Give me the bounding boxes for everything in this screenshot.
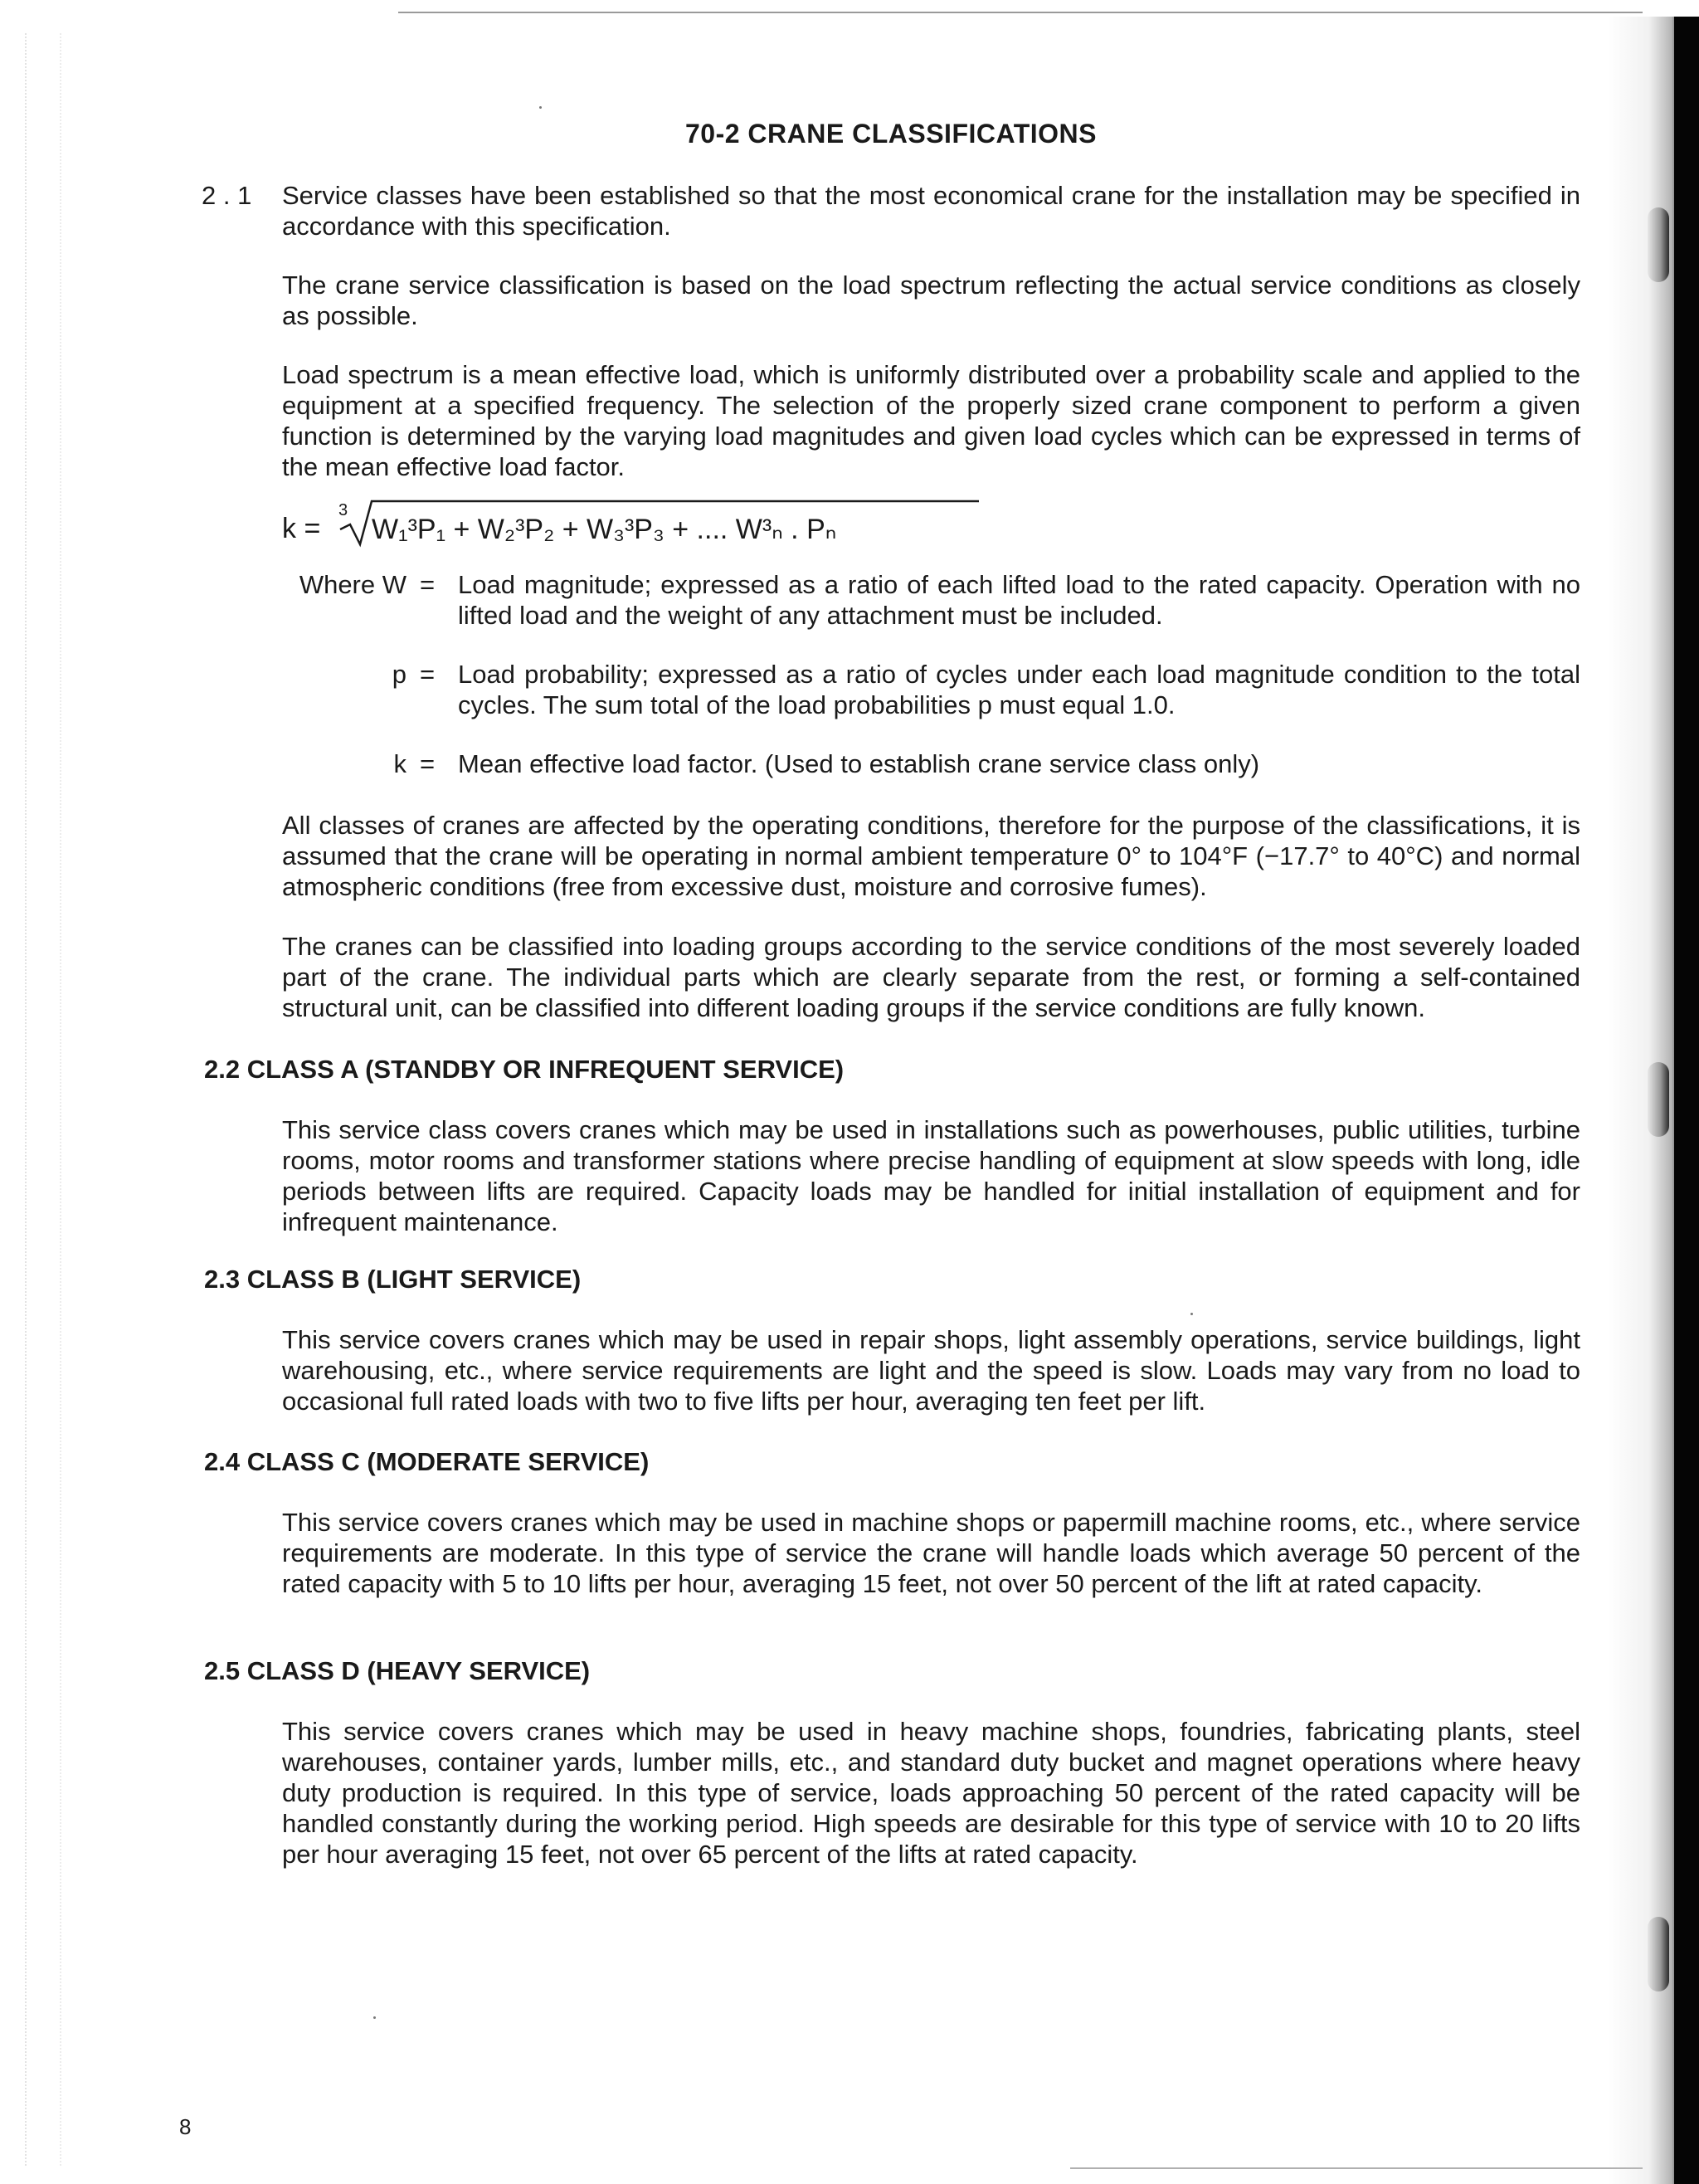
binder-hole-icon [1648, 1062, 1669, 1137]
speck [539, 106, 542, 109]
scan-bottom-rule [1070, 2167, 1643, 2169]
definition-equals: = [419, 749, 436, 778]
definition-text: Load magnitude; expressed as a ratio of each lifted load to the rated capacity. Operation with no lifted load and the weight of any attachment must be included. [458, 570, 1580, 630]
binder-hole-icon [1648, 1917, 1669, 1991]
scan-margin-marks [25, 33, 61, 2166]
formula-terms: W₁³P₁ + W₂³P₂ + W₃³P₃ + .... W³ₙ . Pₙ [372, 514, 837, 545]
formula-lhs: k = [282, 513, 321, 544]
paragraph: The cranes can be classified into loading groups according to the service conditions of the most severely loaded part of the crane. The individual parts which are clearly separate from the rest, or forming a self-contained structural unit, can be classified into different loading groups if the service conditions are fully known. [282, 932, 1580, 1022]
mean-effective-load-formula [282, 498, 979, 548]
definition-term: Where W [299, 570, 406, 599]
paragraph: Load spectrum is a mean effective load, which is uniformly distributed over a probability scale and applied to the equipment at a specified frequency. The selection of the properly sized crane component to perform a given function is determined by the varying load magnitudes and given load cycles which can be expressed in terms of the mean effective load factor. [282, 360, 1580, 481]
paragraph: All classes of cranes are affected by the operating conditions, therefore for the purpose of the classifications, it is assumed that the crane will be operating in normal ambient temperature 0° to 104°F (−17.7° to 40°C) and normal atmospheric conditions (free from excessive dust, moisture and corrosive fumes). [282, 811, 1580, 901]
definition-text: Load probability; expressed as a ratio of cycles under each load magnitude condition to the total cycles. The sum total of the load probabilities p must equal 1.0. [458, 660, 1580, 719]
paragraph: This service covers cranes which may be used in repair shops, light assembly operations, service buildings, light warehousing, etc., where service requirements are light and the speed is slow. Loads may vary from no load to occasional full rated loads with two to five lifts per hour, averaging ten feet per lift. [282, 1325, 1580, 1416]
section-heading: 2.4 CLASS C (MODERATE SERVICE) [204, 1447, 650, 1476]
paragraph: This service covers cranes which may be used in heavy machine shops, foundries, fabricating plants, steel warehouses, container yards, lumber mills, etc., and standard duty bucket and magnet operations where heavy duty production is required. In this type of service, loads approaching 50 percent of the rated capacity will be handled constantly during the working period. High speeds are desirable for this type of service with 10 to 20 lifts per hour averaging 15 feet, not over 65 percent of the lifts at rated capacity. [282, 1717, 1580, 1869]
paragraph: The crane service classification is based on the load spectrum reflecting the actual service conditions as closely as possible. [282, 271, 1580, 330]
binder-hole-icon [1648, 207, 1669, 282]
definition-term: p [392, 660, 406, 689]
section-heading: 2.3 CLASS B (LIGHT SERVICE) [204, 1265, 582, 1294]
definition-equals: = [419, 660, 436, 689]
section-heading: 2.5 CLASS D (HEAVY SERVICE) [204, 1656, 591, 1685]
scan-top-rule [398, 12, 1643, 13]
paragraph: This service class covers cranes which may be used in installations such as powerhouses, public utilities, turbine rooms, motor rooms and transformer stations where precise handling of equipment at slow speeds with long, idle periods between lifts are required. Capacity loads may be handled for initial installation of equipment and for infrequent maintenance. [282, 1115, 1580, 1236]
definition-equals: = [419, 570, 436, 599]
definition-term: k [393, 749, 406, 778]
paragraph: This service covers cranes which may be used in machine shops or papermill machine rooms, etc., where service requirements are moderate. In this type of service the crane will handle loads which average 50 percent of the rated capacity with 5 to 10 lifts per hour, averaging 15 feet, not over 50 percent of the lift at rated capacity. [282, 1508, 1580, 1598]
speck [373, 2016, 376, 2019]
root-index: 3 [338, 501, 348, 519]
section-heading: 2.2 CLASS A (STANDBY OR INFREQUENT SERVICE) [204, 1055, 845, 1084]
page-number: 8 [179, 2114, 192, 2139]
paragraph: Service classes have been established so that the most economical crane for the installation may be specified in accordance with this specification. [282, 181, 1580, 241]
binder-edge [1674, 17, 1699, 2184]
definition-text: Mean effective load factor. (Used to establish crane service class only) [458, 749, 1260, 778]
section-number: 2 . 1 [202, 181, 252, 210]
page-title: 70-2 CRANE CLASSIFICATIONS [684, 119, 1097, 149]
speck [1190, 1313, 1193, 1315]
